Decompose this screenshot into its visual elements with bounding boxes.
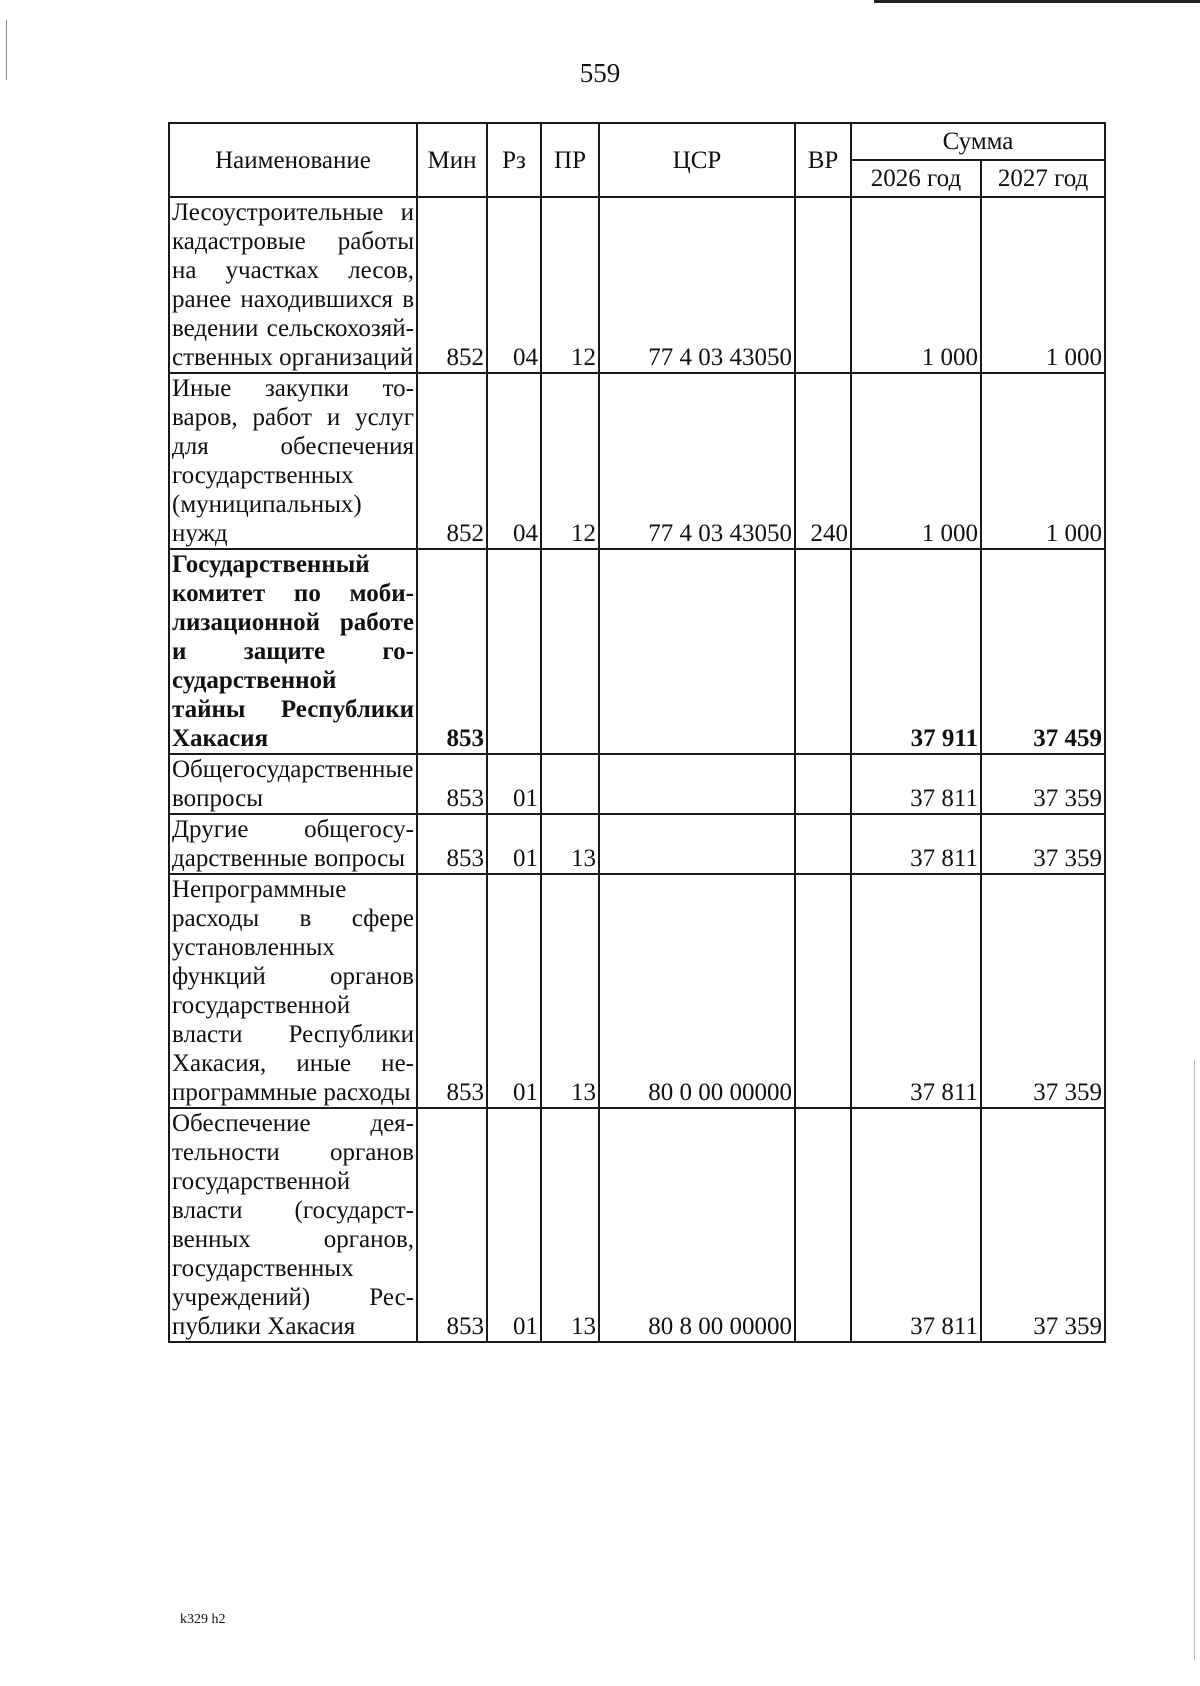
table-row	[169, 754, 1105, 814]
cell-name: Иные закупки товаров, работ и услуг для обеспечения государственных (муниципальных) нужд	[169, 373, 417, 549]
cell-pr: 12	[541, 197, 599, 373]
cell-vr	[795, 754, 851, 814]
cell-csr: 80 8 00 00000	[599, 1108, 795, 1342]
cell-pr: 12	[541, 373, 599, 549]
cell-csr	[599, 754, 795, 814]
cell-sum-2026: 1 000	[851, 373, 981, 549]
cell-vr	[795, 814, 851, 874]
cell-sum-2027: 37 359	[981, 874, 1105, 1108]
cell-sum-2026: 37 811	[851, 814, 981, 874]
header-year-2026: 2026 год	[851, 160, 981, 197]
cell-sum-2027: 37 459	[981, 549, 1105, 754]
cell-min: 853	[417, 549, 487, 754]
cell-sum-2027: 37 359	[981, 754, 1105, 814]
table-row	[169, 197, 1105, 373]
cell-rz: 01	[487, 874, 541, 1108]
cell-rz: 04	[487, 373, 541, 549]
cell-name: Лесоустроительные и кадастровые работы на участках лесов, ранее находившихся в ведении сельскохозяйственных организаций	[169, 197, 417, 373]
cell-rz: 01	[487, 754, 541, 814]
cell-name: Обеспечение деятельности органов государственной власти (государственных органов, государственных учреждений) Республики Хакасия	[169, 1108, 417, 1342]
cell-sum-2026: 37 811	[851, 874, 981, 1108]
cell-rz: 01	[487, 1108, 541, 1342]
cell-csr: 77 4 03 43050	[599, 197, 795, 373]
cell-min: 853	[417, 1108, 487, 1342]
footer-code: k329 h2	[180, 1612, 226, 1627]
header-min: Мин	[417, 123, 487, 197]
cell-sum-2027: 1 000	[981, 197, 1105, 373]
cell-pr: 13	[541, 874, 599, 1108]
cell-sum-2027: 37 359	[981, 1108, 1105, 1342]
page-number: 559	[579, 58, 621, 88]
cell-vr	[795, 549, 851, 754]
cell-sum-2026: 37 811	[851, 754, 981, 814]
table-header	[169, 123, 1105, 197]
cell-pr	[541, 754, 599, 814]
header-vr: ВР	[795, 123, 851, 197]
cell-vr	[795, 197, 851, 373]
cell-sum-2026: 1 000	[851, 197, 981, 373]
table-row	[169, 373, 1105, 549]
top-edge-rule	[874, 0, 1200, 3]
cell-min: 853	[417, 754, 487, 814]
header-rz: Рз	[487, 123, 541, 197]
cell-csr	[599, 549, 795, 754]
cell-rz	[487, 549, 541, 754]
cell-min: 853	[417, 874, 487, 1108]
cell-rz: 01	[487, 814, 541, 874]
cell-pr	[541, 549, 599, 754]
cell-min: 852	[417, 197, 487, 373]
table-row	[169, 874, 1105, 1108]
cell-csr: 77 4 03 43050	[599, 373, 795, 549]
cell-csr	[599, 814, 795, 874]
header-pr: ПР	[541, 123, 599, 197]
cell-sum-2026: 37 811	[851, 1108, 981, 1342]
cell-name: Общегосударственные вопросы	[169, 754, 417, 814]
header-name: Наименование	[169, 123, 417, 197]
cell-sum-2027: 1 000	[981, 373, 1105, 549]
cell-csr: 80 0 00 00000	[599, 874, 795, 1108]
cell-vr: 240	[795, 373, 851, 549]
cell-sum-2027: 37 359	[981, 814, 1105, 874]
left-edge-rule	[6, 20, 7, 80]
right-edge-rule	[1194, 1060, 1195, 1660]
cell-name: Государственный комитет по мобилизационной работе и защите государственной тайны Республики Хакасия	[169, 549, 417, 754]
cell-min: 852	[417, 373, 487, 549]
cell-vr	[795, 874, 851, 1108]
cell-min: 853	[417, 814, 487, 874]
cell-name: Другие общегосударственные вопросы	[169, 814, 417, 874]
header-year-2027: 2027 год	[981, 160, 1105, 197]
cell-rz: 04	[487, 197, 541, 373]
cell-name: Непрограммные расходы в сфере установленных функций органов государственной власти Республики Хакасия, иные непрограммные расходы	[169, 874, 417, 1108]
table-row	[169, 814, 1105, 874]
header-csr: ЦСР	[599, 123, 795, 197]
cell-pr: 13	[541, 814, 599, 874]
budget-table	[168, 122, 1106, 1343]
cell-pr: 13	[541, 1108, 599, 1342]
header-sum: Сумма	[851, 123, 1105, 160]
cell-vr	[795, 1108, 851, 1342]
table-body	[169, 197, 1105, 1342]
table-row	[169, 549, 1105, 754]
cell-sum-2026: 37 911	[851, 549, 981, 754]
table-row	[169, 1108, 1105, 1342]
